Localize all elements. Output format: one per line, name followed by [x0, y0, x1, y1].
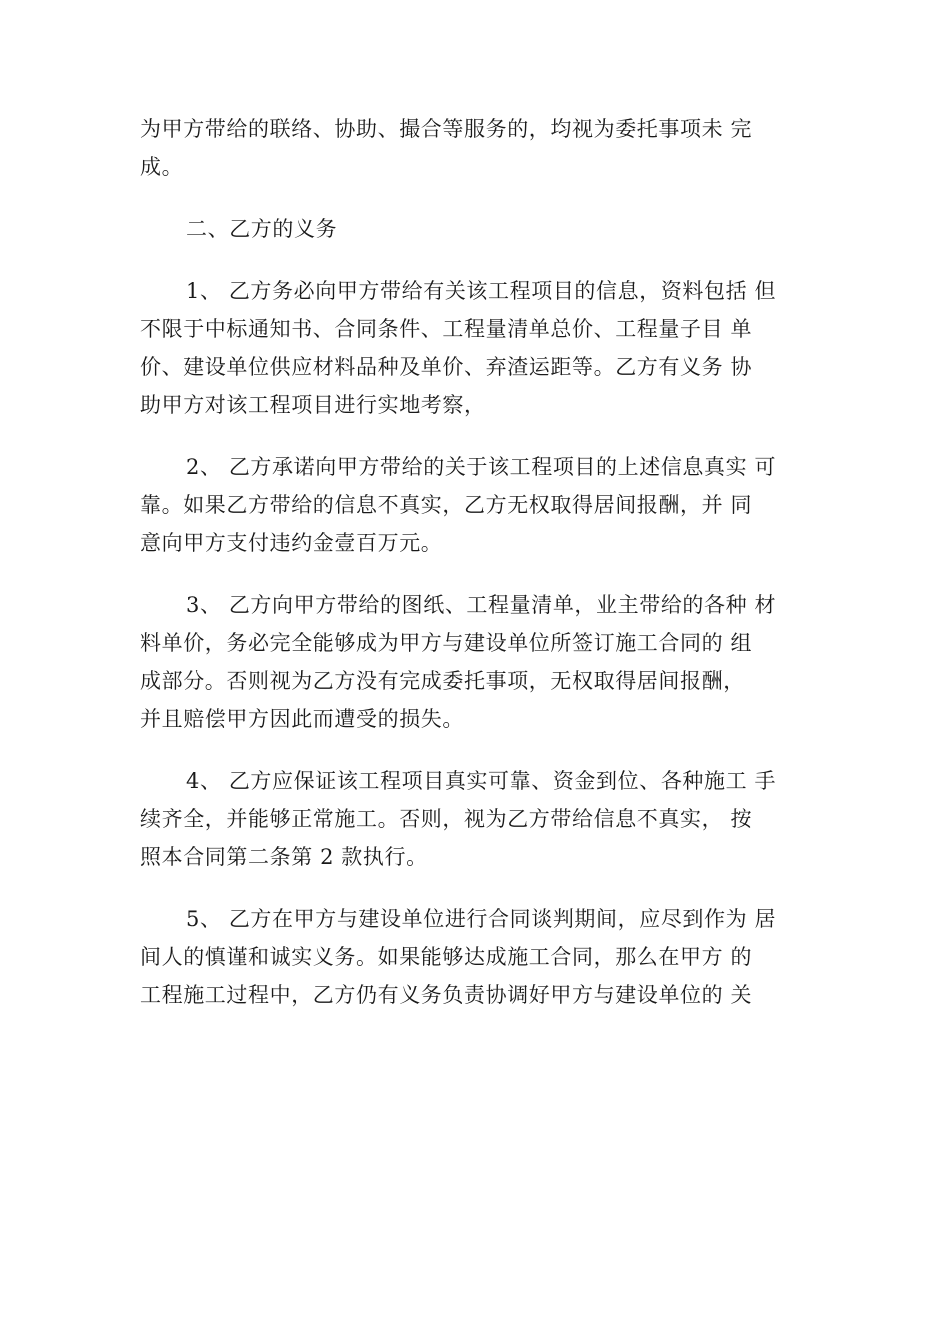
- clause-2: [140, 448, 830, 562]
- text-line: 工程施工过程中，乙方仍有义务负责协调好甲方与建设单位的 关: [140, 983, 753, 1007]
- text-line: 不限于中标通知书、合同条件、工程量清单总价、工程量子目 单: [140, 317, 753, 341]
- clause-1: [140, 272, 830, 424]
- text-line: 1、 乙方务必向甲方带给有关该工程项目的信息，资料包括 但: [186, 279, 777, 303]
- text-line: 并且赔偿甲方因此而遭受的损失。: [140, 707, 464, 731]
- text-line: 意向甲方支付违约金壹百万元。: [140, 531, 443, 555]
- clause-5: [140, 900, 830, 1014]
- text-line: 成部分。否则视为乙方没有完成委托事项，无权取得居间报酬，: [140, 669, 745, 693]
- text-line: 为甲方带给的联络、协助、撮合等服务的，均视为委托事项未 完: [140, 117, 753, 141]
- text-line: 价、建设单位供应材料品种及单价、弃渣运距等。乙方有义务 协: [140, 355, 753, 379]
- clause-4: [140, 762, 830, 876]
- text-line: 照本合同第二条第 2 款执行。: [140, 845, 428, 869]
- text-line: 料单价，务必完全能够成为甲方与建设单位所签订施工合同的 组: [140, 631, 753, 655]
- section-heading: [140, 210, 830, 248]
- text-line: 5、 乙方在甲方与建设单位进行合同谈判期间，应尽到作为 居: [186, 907, 777, 931]
- paragraph-continuation: [140, 110, 830, 186]
- text-line: 2、 乙方承诺向甲方带给的关于该工程项目的上述信息真实 可: [186, 455, 777, 479]
- text-line: 间人的慎谨和诚实义务。如果能够达成施工合同，那么在甲方 的: [140, 945, 753, 969]
- clause-3: [140, 586, 830, 738]
- text-line: 3、 乙方向甲方带给的图纸、工程量清单，业主带给的各种 材: [186, 593, 777, 617]
- text-line: 续齐全，并能够正常施工。否则，视为乙方带给信息不真实， 按: [140, 807, 753, 831]
- document-page: [140, 110, 830, 1038]
- heading-line: 二、乙方的义务: [186, 217, 338, 241]
- text-line: 助甲方对该工程项目进行实地考察，: [140, 393, 486, 417]
- text-line: 成。: [140, 155, 184, 179]
- text-line: 靠。如果乙方带给的信息不真实，乙方无权取得居间报酬，并 同: [140, 493, 753, 517]
- text-line: 4、 乙方应保证该工程项目真实可靠、资金到位、各种施工 手: [186, 769, 777, 793]
